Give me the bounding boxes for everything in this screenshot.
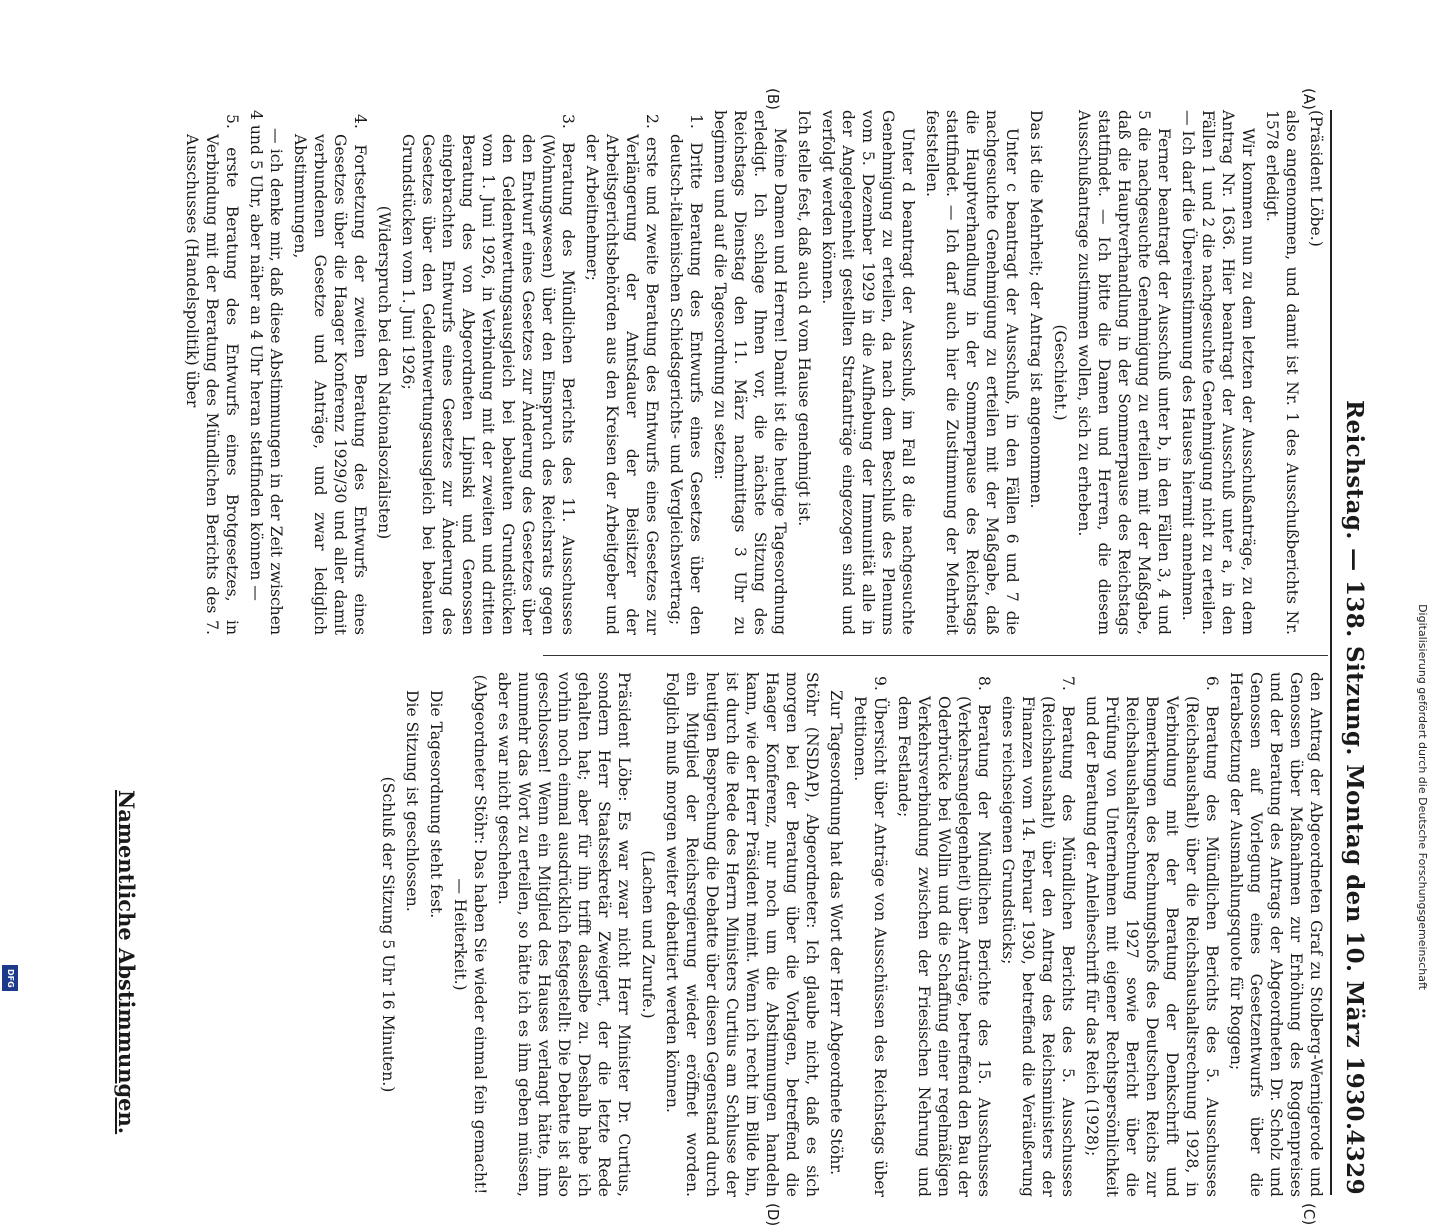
paragraph: 3. Beratung des Mündlichen Berichts des 11. Ausschusses (Wohnungswesen) über den Einspruch des Reichsrats gegen den Entwurf eines Gesetzes zur Änderung des Gesetzes über den Geldentwertungsausgleich bei bebauten Grundstücken vom 1. Juni 1926, in Verbindung mit der zweiten und dritten Beratung des von Abgeordneten Lipinski und Genossen eingebrachten Entwurfs eines Gesetzes zur Änderung des Gesetzes über den Geldentwertungsausgleich bei bebauten Grundstücken vom 1. Juni 1926; xyxy=(399,114,577,635)
paragraph: 9. Übersicht über Anträge von Ausschüssen des Reichstags über Petitionen. xyxy=(851,676,889,1197)
paragraph: 1. Dritte Beratung des Entwurfs eines Gesetzes über den deutsch-italienischen Schiedsgerichts- und Vergleichsvertrag; xyxy=(667,114,705,635)
paragraph: Meine Damen und Herren! Damit ist die heutige Tagesordnung erledigt. Ich schlage Ihnen vor, die nächste Sitzung des Reichstags Dienstag den 11. März nachmittags 3 Uhr zu beginnen und auf die Tagesordnung zu setzen: xyxy=(711,110,789,635)
paragraph: Präsident Löbe: Es war zwar nicht Herr Minister Dr. Curtius, sondern Herr Staatssekretär Zweigert, der die letzte Rede gehalten hat; aber für ihn trifft dasselbe zu. Deshalb habe ich vorhin noch einmal ausdrücklich festgestellt: Die Debatte ist also geschlossen! Wenn ein Mitglied des Hauses verlangt hätte, ihm nunmehr das Wort zu erteilen, so hätte ich es ihm geben müssen, aber es war nicht geschehen. xyxy=(495,672,633,1197)
header-rule xyxy=(1330,110,1332,1195)
paragraph: Wir kommen nun zu dem letzten der Ausschußanträge, zu dem Antrag Nr. 1636. Hier beantragt der Ausschuß unter a, in den Fällen 1 und 2 die nachgesuchte Genehmigung nicht zu erteilen. — Ich darf die Übereinstimmung des Hauses hiermit annehmen. xyxy=(1179,110,1257,635)
digitization-sidebar xyxy=(1411,0,1429,1000)
left-column xyxy=(183,110,1326,635)
paragraph: (Abgeordneter Stöhr: Das haben Sie wieder einmal fein gemacht! — Heiterkeit.) xyxy=(451,674,489,1195)
paragraph: (Lachen und Zurufe.) xyxy=(639,850,657,1019)
paragraph: 6. Beratung des Mündlichen Berichts des 5. Ausschusses (Reichshaushalt) über die Reichshaushaltsrechnung 1928, in Verbindung mit der Beratung der Denkschrift und Bemerkungen des Rechnungshofs des Deutschen Reichs zur Reichshaushaltsrechnung 1927 sowie Bericht über die Prüfung von Unternehmen mit eigener Rechtspersönlichkeit und der Beratung der Anleiheschrift für das Reich (1928); xyxy=(1083,676,1221,1197)
paragraph: Unter c beantragt der Ausschuß, in den Fällen 6 und 7 die nachgesuchte Genehmigung zu erteilen mit der Maßgabe, daß die Hauptverhandlung in der Sommerpause des Reichstags stattfindet. — Ich darf auch hier die Zustimmung der Mehrheit feststellen. xyxy=(923,110,1021,635)
page-number: 4329 xyxy=(1341,1129,1368,1195)
paragraph: 5. erste Beratung des Entwurfs eines Brotgesetzes, in Verbindung mit der Beratung des Mündlichen Berichts des 7. Ausschusses (Handelspolitik) über xyxy=(183,114,241,635)
paragraph: also angenommen, und damit ist Nr. 1 des Ausschußberichts Nr. 1578 erledigt. xyxy=(1263,110,1301,635)
paragraph: 2. erste und zweite Beratung des Entwurfs eines Gesetzes zur Verlängerung der Amtsdauer der Beisitzer der Arbeitsgerichtsbehörden aus den Kreisen der Arbeitgeber und der Arbeitnehmer; xyxy=(583,114,661,635)
paragraph: (Geschieht.) xyxy=(1051,324,1069,421)
dfg-logo: DFG xyxy=(2,965,18,991)
paragraph: den Antrag der Abgeordneten Graf zu Stolberg-Wernigerode und Genossen über Maßnahmen zur Erhöhung des Roggenpreises und der Beratung des Antrags der Abgeordneten Dr. Scholz und Genossen auf Vorlegung eines Gesetzentwurfs über die Herabsetzung der Ausmahlungsquote für Roggen; xyxy=(1227,672,1325,1197)
right-column xyxy=(379,672,1326,1197)
page-title: Reichstag. — 138. Sitzung. Montag den 10. März 1930. xyxy=(1341,400,1368,1131)
digitization-note: Digitalisierung gefördert durch die Deutsche Forschungsgemeinschaft xyxy=(1416,604,1429,990)
paragraph: 8. Beratung der Mündlichen Berichte des 15. Ausschusses (Verkehrsangelegenheit) über Anträge, betreffend den Bau der Oderbrücke bei Wollin und die Schaffung einer regelmäßigen Verkehrsverbindung zwischen der Friesischen Nehrung und dem Festlande; xyxy=(895,676,993,1197)
margin-marker-d: (D) xyxy=(764,1203,782,1226)
margin-marker-a: (A) xyxy=(1300,88,1318,110)
paragraph: (Präsident Löbe.) xyxy=(1307,110,1325,247)
paragraph: Stöhr (NSDAP), Abgeordneter: Ich glaube nicht, daß es sich morgen bei der Beratung über die Vorlagen, betreffend die Haager Konferenz, nur noch um die Abstimmungen handeln kann, wie der Herr Präsident meint. Wenn ich recht im Bilde bin, ist durch die Rede des Herrn Ministers Curtius am Schlusse der heutigen Besprechung die Debatte über diesen Gegenstand durch ein Mitglied der Reichsregierung wieder eröffnet worden. Folglich muß morgen weiter debattiert werden können. xyxy=(663,672,821,1197)
paragraph: Unter d beantragt der Ausschuß, im Fall 8 die nachgesuchte Genehmigung zu erteilen, da nach dem Beschluß des Plenums vom 5. Dezember 1929 in die Aufhebung der Immunität alle in der Angelegenheit gestellten Strafanträge eingezogen sind und verfolgt werden können. xyxy=(819,110,917,635)
paragraph: Das ist die Mehrheit; der Antrag ist angenommen. xyxy=(1027,110,1045,509)
section-title: Namentliche Abstimmungen. xyxy=(114,790,139,1135)
paragraph: Zur Tagesordnung hat das Wort der Herr Abgeordnete Stöhr. xyxy=(827,690,845,1176)
paragraph: 7. Beratung des Mündlichen Berichts des 5. Ausschusses (Reichshaushalt) über den Antrag des Reichsministers der Finanzen vom 14. Februar 1930, betreffend die Veräußerung eines reichseigenen Grundstücks; xyxy=(999,676,1077,1197)
paragraph: — ich denke mir, daß diese Abstimmungen in der Zeit zwischen 4 und 5 Uhr, aber näher an 4 Uhr heran stattfinden können — xyxy=(247,110,285,635)
paragraph: Die Sitzung ist geschlossen. xyxy=(403,690,421,912)
margin-marker-b: (B) xyxy=(764,88,782,110)
paragraph: (Schluß der Sitzung 5 Uhr 16 Minuten.) xyxy=(379,776,397,1093)
paragraph: Die Tagesordnung steht fest. xyxy=(427,690,445,919)
paragraph: (Widerspruch bei den Nationalsozialisten) xyxy=(375,205,393,540)
margin-marker-c: (C) xyxy=(1300,1203,1318,1226)
page-header xyxy=(1334,110,1374,1195)
paragraph: Ich stelle fest, daß auch d vom Hause genehmigt ist. xyxy=(795,110,813,527)
column-divider xyxy=(543,655,1328,656)
paragraph: 4. Fortsetzung der zweiten Beratung des Entwurfs eines Gesetzes über die Haager Konferenz 1929/30 und aller damit verbundenen Gesetze und Anträge, und zwar lediglich Abstimmungen, xyxy=(291,114,369,635)
paragraph: Ferner beantragt der Ausschuß unter b, in den Fällen 3, 4 und 5 die nachgesuchte Genehmigung zu erteilen mit der Maßgabe, daß die Hauptverhandlung in der Sommerpause des Reichstags stattfindet. — Ich bitte die Damen und Herren, die diesem Ausschußantrage zustimmen wollen, sich zu erheben. xyxy=(1075,110,1173,635)
